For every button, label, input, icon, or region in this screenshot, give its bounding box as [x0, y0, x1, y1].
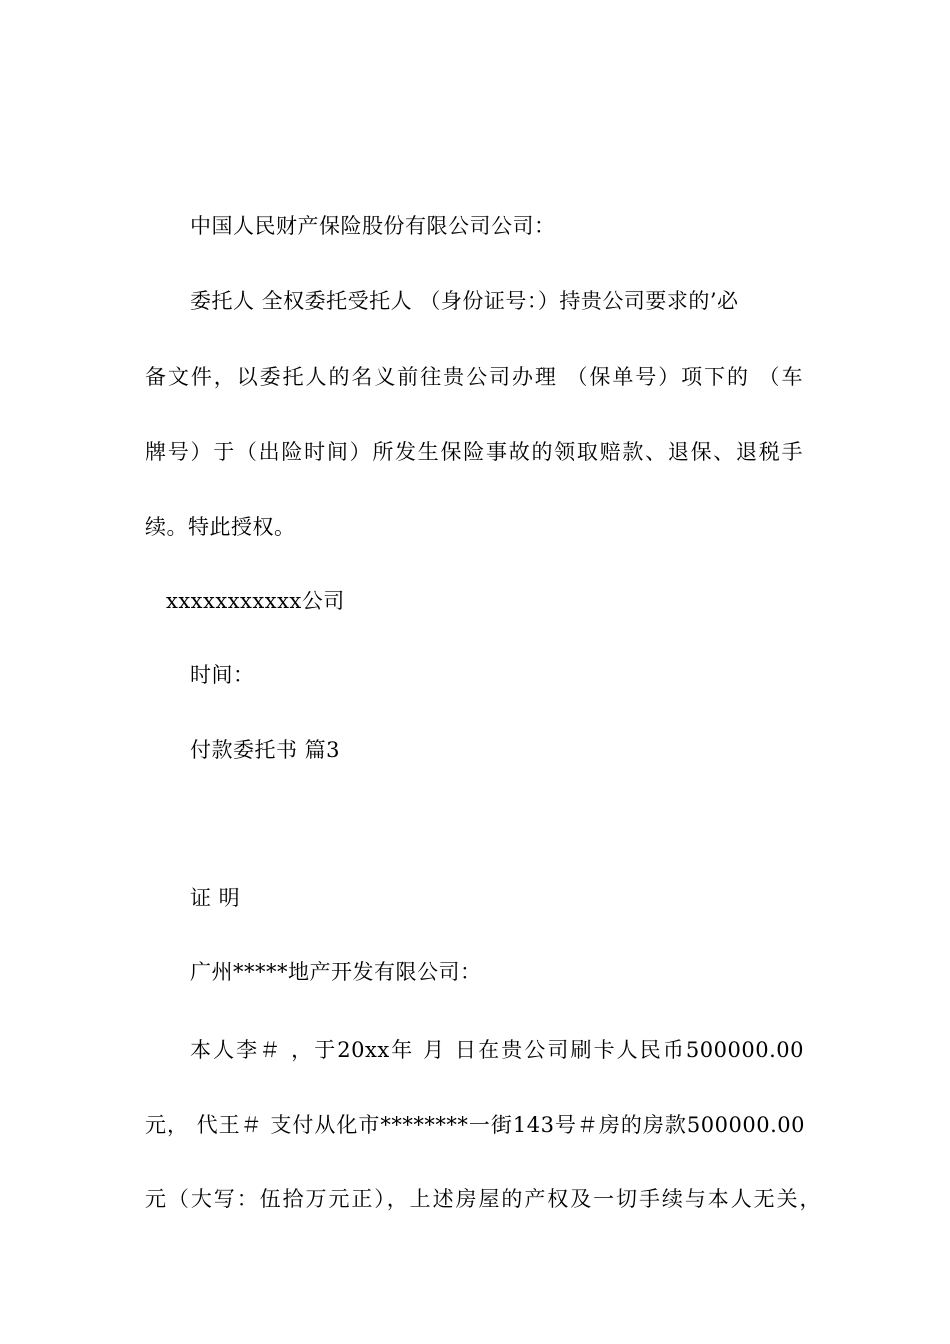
addressee: 中国人民财产保险股份有限公司公司： — [190, 214, 556, 238]
proof-addressee: 广州*****地产开发有限公司： — [190, 960, 482, 984]
proof-line-1: 本人李＃ ，于20xx年 月 日在贵公司刷卡人民币500000.00 — [190, 1038, 804, 1062]
proof-line-2: 元， 代王＃ 支付从化市********一街143号＃房的房款500000.00 — [145, 1113, 805, 1137]
body-line-4: 续。特此授权。 — [145, 515, 296, 539]
body-line-2: 备文件，以委托人的名义前往贵公司办理 （保单号）项下的 （车 — [145, 365, 803, 389]
proof-title: 证 明 — [190, 886, 241, 910]
body-line-3: 牌号）于（出险时间）所发生保险事故的领取赔款、退保、退税手 — [145, 440, 803, 464]
section-title: 付款委托书 篇3 — [190, 738, 341, 762]
body-line-1: 委托人 全权委托受托人 （身份证号：）持贵公司要求的’必 — [190, 289, 739, 313]
proof-line-3: 元（大写：伍拾万元正），上述房屋的产权及一切手续与本人无关， — [145, 1187, 821, 1211]
company-signature: xxxxxxxxxxx公司 — [166, 589, 345, 613]
date-label: 时间： — [190, 663, 255, 687]
